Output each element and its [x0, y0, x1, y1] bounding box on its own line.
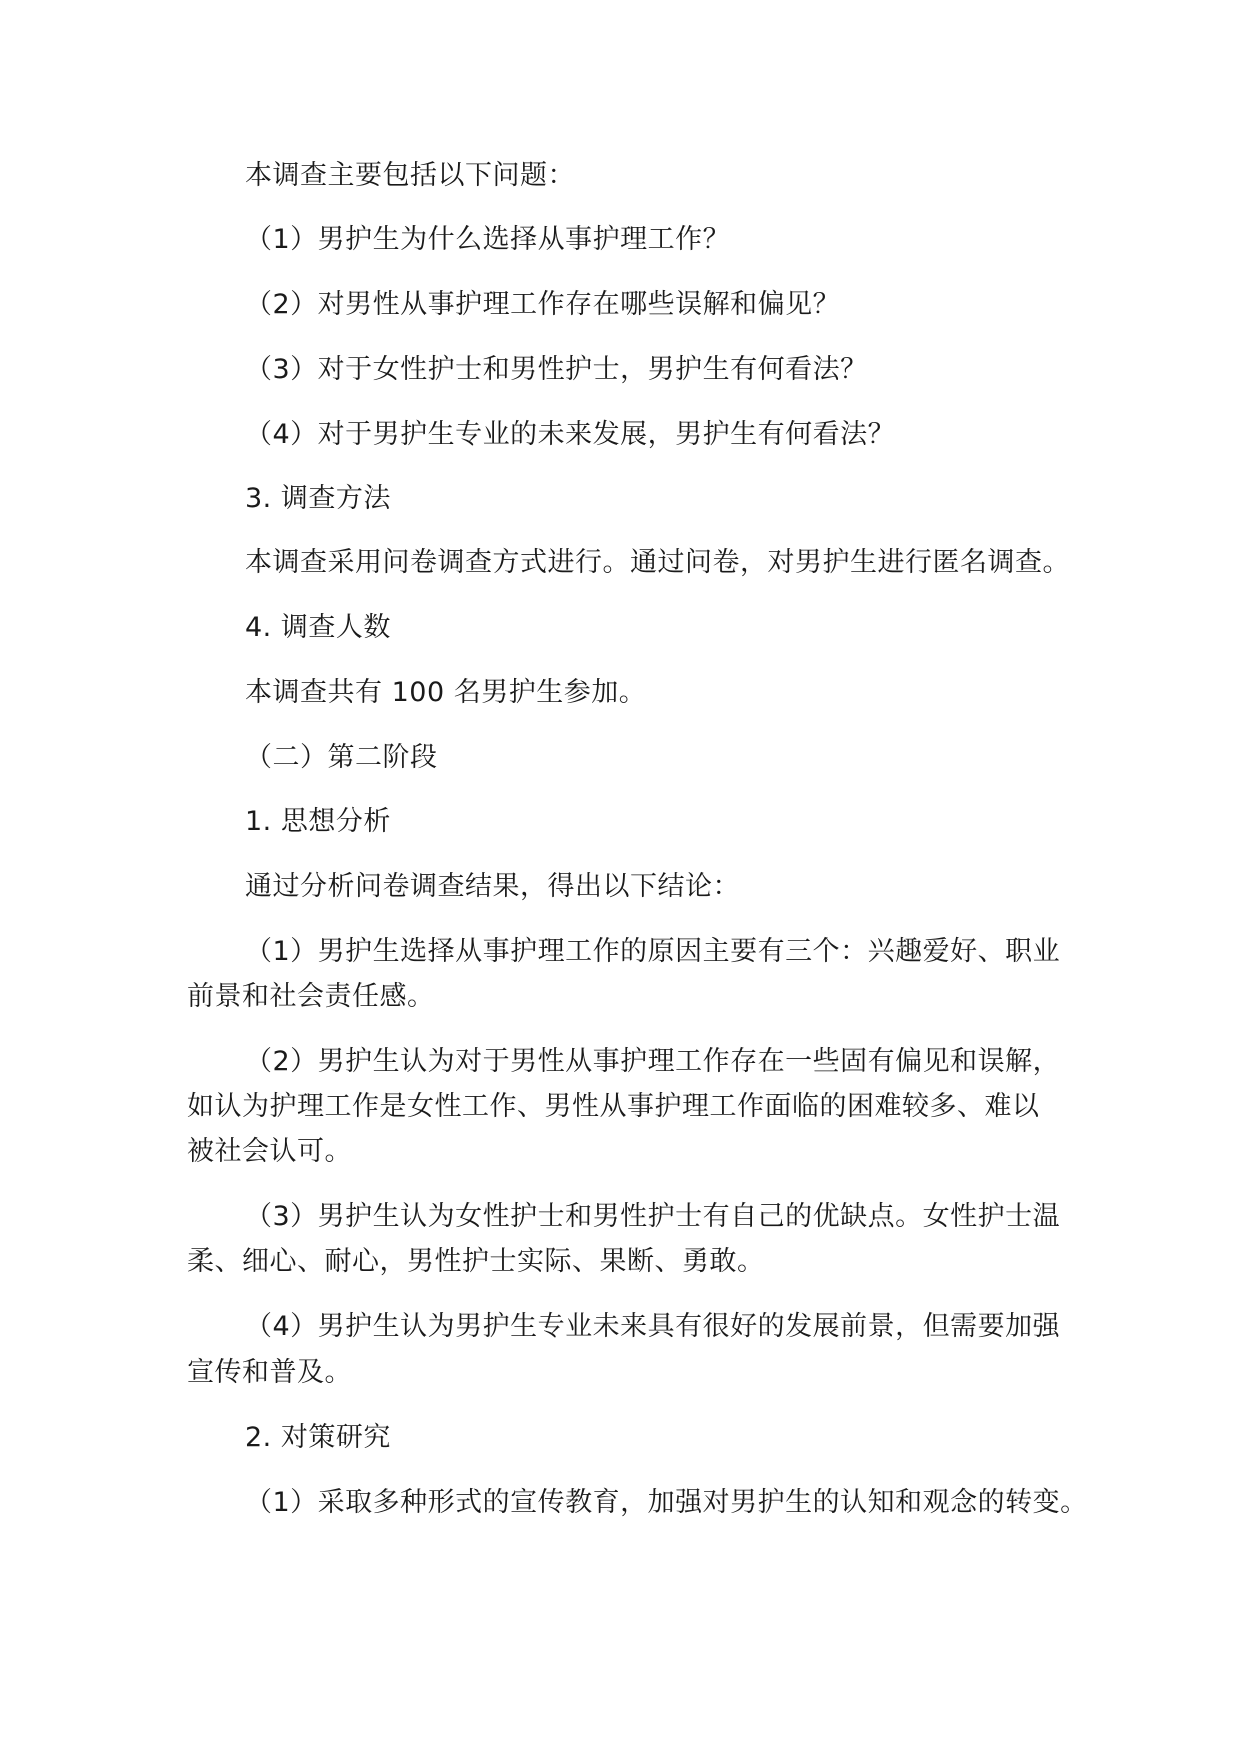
question-3: （3）对于女性护士和男性护士，男护生有何看法？ — [245, 354, 868, 385]
countermeasure-1: （1）采取多种形式的宣传教育，加强对男护生的认知和观念的转变。 — [245, 1487, 1088, 1518]
conclusion-intro: 通过分析问卷调查结果，得出以下结论： — [245, 871, 740, 902]
conclusion-4-line-2: 宣传和普及。 — [187, 1357, 352, 1388]
conclusion-4-line-1: （4）男护生认为男护生专业未来具有很好的发展前景，但需要加强 — [245, 1311, 1061, 1342]
survey-count-text: 本调查共有 100 名男护生参加。 — [245, 677, 647, 708]
conclusion-1-line-1: （1）男护生选择从事护理工作的原因主要有三个：兴趣爱好、职业 — [245, 936, 1061, 967]
conclusion-2-line-2: 如认为护理工作是女性工作、男性从事护理工作面临的困难较多、难以 — [187, 1091, 1040, 1122]
conclusion-3-line-1: （3）男护生认为女性护士和男性护士有自己的优缺点。女性护士温 — [245, 1201, 1061, 1232]
conclusion-1-line-2: 前景和社会责任感。 — [187, 981, 435, 1012]
question-4: （4）对于男护生专业的未来发展，男护生有何看法？ — [245, 419, 896, 450]
heading-survey-method: 3. 调查方法 — [245, 483, 391, 514]
conclusion-3-line-2: 柔、细心、耐心，男性护士实际、果断、勇敢。 — [187, 1246, 765, 1277]
conclusion-2-line-1: （2）男护生认为对于男性从事护理工作存在一些固有偏见和误解， — [245, 1046, 1061, 1077]
heading-thought-analysis: 1. 思想分析 — [245, 806, 391, 837]
question-2: （2）对男性从事护理工作存在哪些误解和偏见？ — [245, 289, 841, 320]
survey-questions-intro: 本调查主要包括以下问题： — [245, 160, 575, 191]
question-1: （1）男护生为什么选择从事护理工作？ — [245, 224, 731, 255]
survey-method-text: 本调查采用问卷调查方式进行。通过问卷，对男护生进行匿名调查。 — [245, 547, 1070, 578]
heading-countermeasures: 2. 对策研究 — [245, 1422, 391, 1453]
heading-stage-two: （二）第二阶段 — [245, 742, 438, 773]
heading-survey-count: 4. 调查人数 — [245, 612, 391, 643]
conclusion-2-line-3: 被社会认可。 — [187, 1136, 352, 1167]
